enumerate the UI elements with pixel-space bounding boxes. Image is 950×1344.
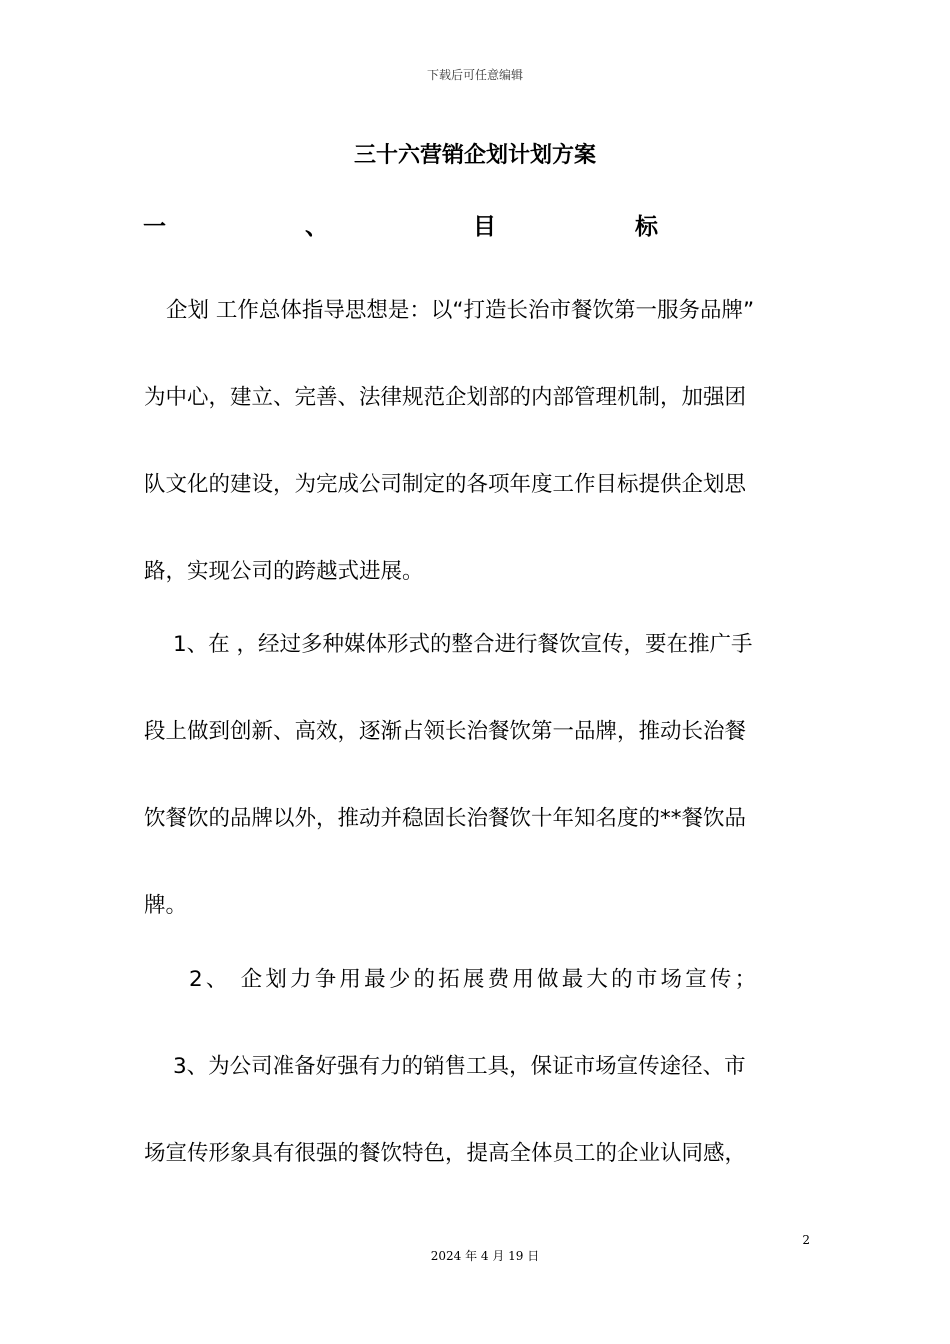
section-heading-number: 一 bbox=[143, 214, 166, 240]
header-note: 下载后可任意编辑 bbox=[426, 68, 523, 82]
section-heading-separator: 、 bbox=[305, 214, 328, 240]
body-text-line: 1、在 ，经过多种媒体形式的整合进行餐饮宣传，要在推广手 bbox=[173, 632, 753, 657]
body-text-line: 3、为公司准备好强有力的销售工具，保证市场宣传途径、市 bbox=[173, 1054, 746, 1079]
section-heading-char-1: 目 bbox=[473, 214, 496, 240]
body-text-line: 段上做到创新、高效，逐渐占领长治餐饮第一品牌，推动长治餐 bbox=[144, 719, 747, 744]
section-heading bbox=[143, 208, 663, 242]
body-text-line: 2、 企划力争用最少的拓展费用做最大的市场宣传； bbox=[189, 967, 760, 992]
body-text-line: 饮餐饮的品牌以外，推动并稳固长治餐饮十年知名度的**餐饮品 bbox=[144, 806, 747, 831]
body-text-line: 企划 工作总体指导思想是：以“打造长治市餐饮第一服务品牌” bbox=[166, 298, 755, 323]
document-title: 三十六营销企划计划方案 bbox=[353, 143, 596, 168]
section-heading-char-2: 标 bbox=[635, 214, 658, 240]
body-text-line: 队文化的建设，为完成公司制定的各项年度工作目标提供企划思 bbox=[144, 472, 747, 497]
footer-date: 2024 年 4 月 19 日 bbox=[430, 1249, 540, 1263]
body-text-line: 场宣传形象具有很强的餐饮特色，提高全体员工的企业认同感， bbox=[144, 1141, 747, 1166]
body-text-line: 牌。 bbox=[144, 893, 188, 918]
body-text-line: 路，实现公司的跨越式进展。 bbox=[144, 559, 424, 584]
body-text-line: 为中心，建立、完善、法律规范企划部的内部管理机制，加强团 bbox=[144, 385, 747, 410]
page-number: 2 bbox=[802, 1233, 810, 1247]
